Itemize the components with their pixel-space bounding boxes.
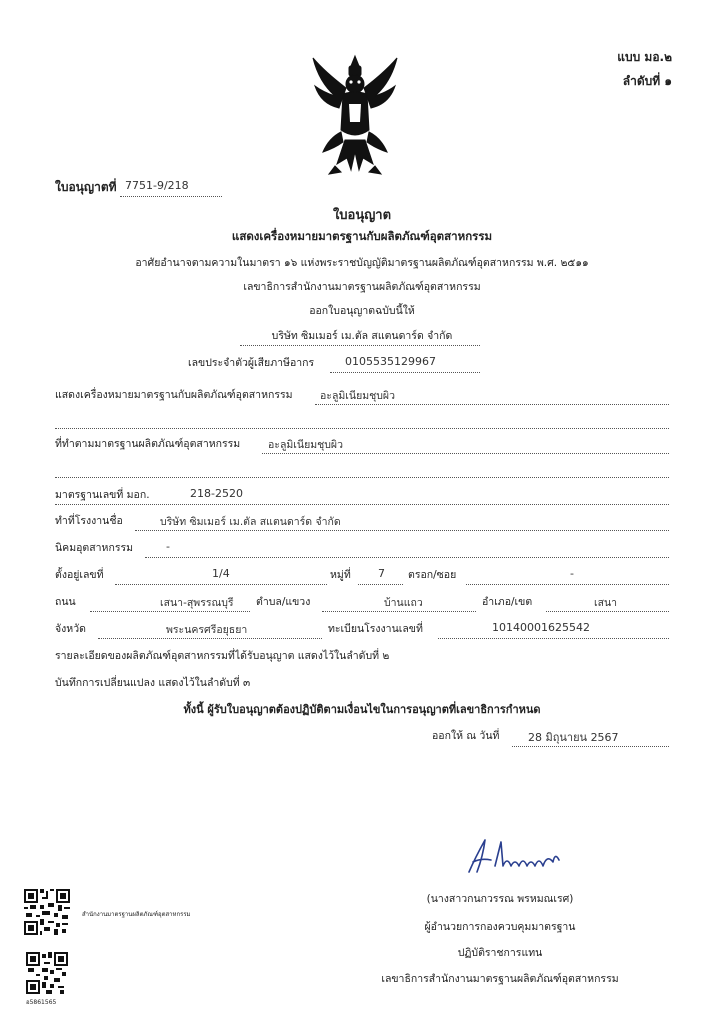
qr-code-icon-2 [26, 952, 68, 994]
address-tambon-label: ตำบล/แขวง [256, 596, 311, 608]
license-no-value: 7751-9/218 [125, 179, 189, 192]
issued-date-line [512, 746, 669, 747]
industrial-estate-line [145, 557, 669, 558]
issue-line: ออกใบอนุญาตฉบับนี้ให้ [309, 305, 415, 317]
issued-date-label: ออกให้ ณ วันที่ [432, 730, 500, 742]
address-soi-label: ตรอก/ซอย [408, 569, 457, 581]
industrial-estate-label: นิคมอุตสาหกรรม [55, 542, 134, 554]
address-tambon-value: บ้านแถว [384, 597, 423, 609]
address-road-line [90, 611, 250, 612]
issuer-text: เลขาธิการสำนักงานมาตรฐานผลิตภัณฑ์อุตสาหกรรม [243, 281, 481, 293]
authority-text: อาศัยอำนาจตามความในมาตรา ๑๖ แห่งพระราชบัญญัติมาตรฐานผลิตภัณฑ์อุตสาหกรรม พ.ศ. ๒๕๑๑ [135, 257, 589, 269]
product-line-2 [55, 428, 669, 429]
address-soi-line [466, 584, 669, 585]
address-moo-line [358, 584, 403, 585]
form-order: ลำดับที่ ๑ [622, 74, 672, 88]
license-no-label: ใบอนุญาตที่ [55, 180, 117, 194]
address-province-label: จังหวัด [55, 623, 86, 635]
standard-product-label: ที่ทำตามมาตรฐานผลิตภัณฑ์อุตสาหกรรม [55, 438, 241, 450]
standard-no-line [55, 504, 669, 505]
signer-position: ผู้อำนวยการกองควบคุมมาตรฐาน [424, 921, 576, 933]
form-code: แบบ มอ.๒ [617, 50, 672, 64]
qr-code-icon [24, 889, 70, 935]
signer-acting: ปฏิบัติราชการแทน [457, 947, 543, 959]
address-road-label: ถนน [55, 596, 76, 608]
condition-text: ทั้งนี้ ผู้รับใบอนุญาตต้องปฏิบัติตามเงื่อนไขในการอนุญาตที่เลขาธิการกำหนด [183, 703, 541, 716]
address-no-label: ตั้งอยู่เลขที่ [55, 569, 104, 581]
address-soi-value: - [570, 567, 574, 580]
tax-id-value: 0105535129967 [345, 355, 436, 368]
document-subtitle: แสดงเครื่องหมายมาตรฐานกับผลิตภัณฑ์อุตสาหกรรม [231, 229, 493, 243]
industrial-estate-value: - [166, 540, 170, 553]
address-road-value: เสนา-สุพรรณบุรี [160, 597, 234, 609]
agency-footer-text: สำนักงานมาตรฐานผลิตภัณฑ์อุตสาหกรรม [82, 911, 191, 918]
standard-no-label: มาตรฐานเลขที่ มอก. [55, 489, 150, 501]
factory-name-value: บริษัท ซิมเมอร์ เม.ตัล สแตนดาร์ด จำกัด [160, 516, 341, 528]
factory-reg-value: 10140001625542 [492, 621, 590, 634]
company-name: บริษัท ซิมเมอร์ เม.ตัล สแตนดาร์ด จำกัด [271, 330, 453, 342]
standard-product-line-2 [55, 477, 669, 478]
product-label: แสดงเครื่องหมายมาตรฐานกับผลิตภัณฑ์อุตสาหกรรม [55, 389, 293, 401]
standard-no-value: 218-2520 [190, 487, 243, 500]
factory-reg-line [438, 638, 669, 639]
changes-note: บันทึกการเปลี่ยนแปลง แสดงไว้ในลำดับที่ ๓ [55, 677, 251, 689]
address-province-value: พระนครศรีอยุธยา [166, 624, 248, 636]
product-line-1 [315, 404, 669, 405]
garuda-emblem-icon [305, 52, 405, 178]
standard-product-value: อะลูมิเนียมชุบผิว [268, 439, 343, 451]
tax-id-line [330, 372, 480, 373]
address-amphoe-line [546, 611, 669, 612]
address-moo-value: 7 [378, 567, 385, 580]
signer-issuer: เลขาธิการสำนักงานมาตรฐานผลิตภัณฑ์อุตสาหกรรม [381, 973, 619, 985]
address-tambon-line [322, 611, 476, 612]
details-note: รายละเอียดของผลิตภัณฑ์อุตสาหกรรมที่ได้รับอนุญาต แสดงไว้ในลำดับที่ ๒ [55, 650, 390, 662]
issued-date-value: 28 มิถุนายน 2567 [528, 731, 619, 744]
signature-image [455, 832, 575, 880]
product-value: อะลูมิเนียมชุบผิว [320, 390, 395, 402]
address-amphoe-value: เสนา [594, 597, 618, 609]
factory-name-label: ทำที่โรงงานชื่อ [55, 515, 123, 527]
company-line [240, 345, 480, 346]
factory-reg-label: ทะเบียนโรงงานเลขที่ [328, 623, 423, 635]
address-moo-label: หมู่ที่ [330, 569, 351, 581]
document-code: อ5861565 [26, 999, 57, 1006]
factory-name-line [135, 530, 669, 531]
tax-id-label: เลขประจำตัวผู้เสียภาษีอากร [188, 357, 315, 369]
document-title: ใบอนุญาต [332, 208, 392, 223]
address-amphoe-label: อำเภอ/เขต [482, 596, 533, 608]
address-no-value: 1/4 [212, 567, 230, 580]
address-no-line [115, 584, 327, 585]
address-province-line [98, 638, 322, 639]
standard-product-line-1 [262, 453, 669, 454]
signer-name: (นางสาวกนกวรรณ พรหมณเรศ) [426, 893, 574, 905]
license-no-line [120, 196, 222, 197]
